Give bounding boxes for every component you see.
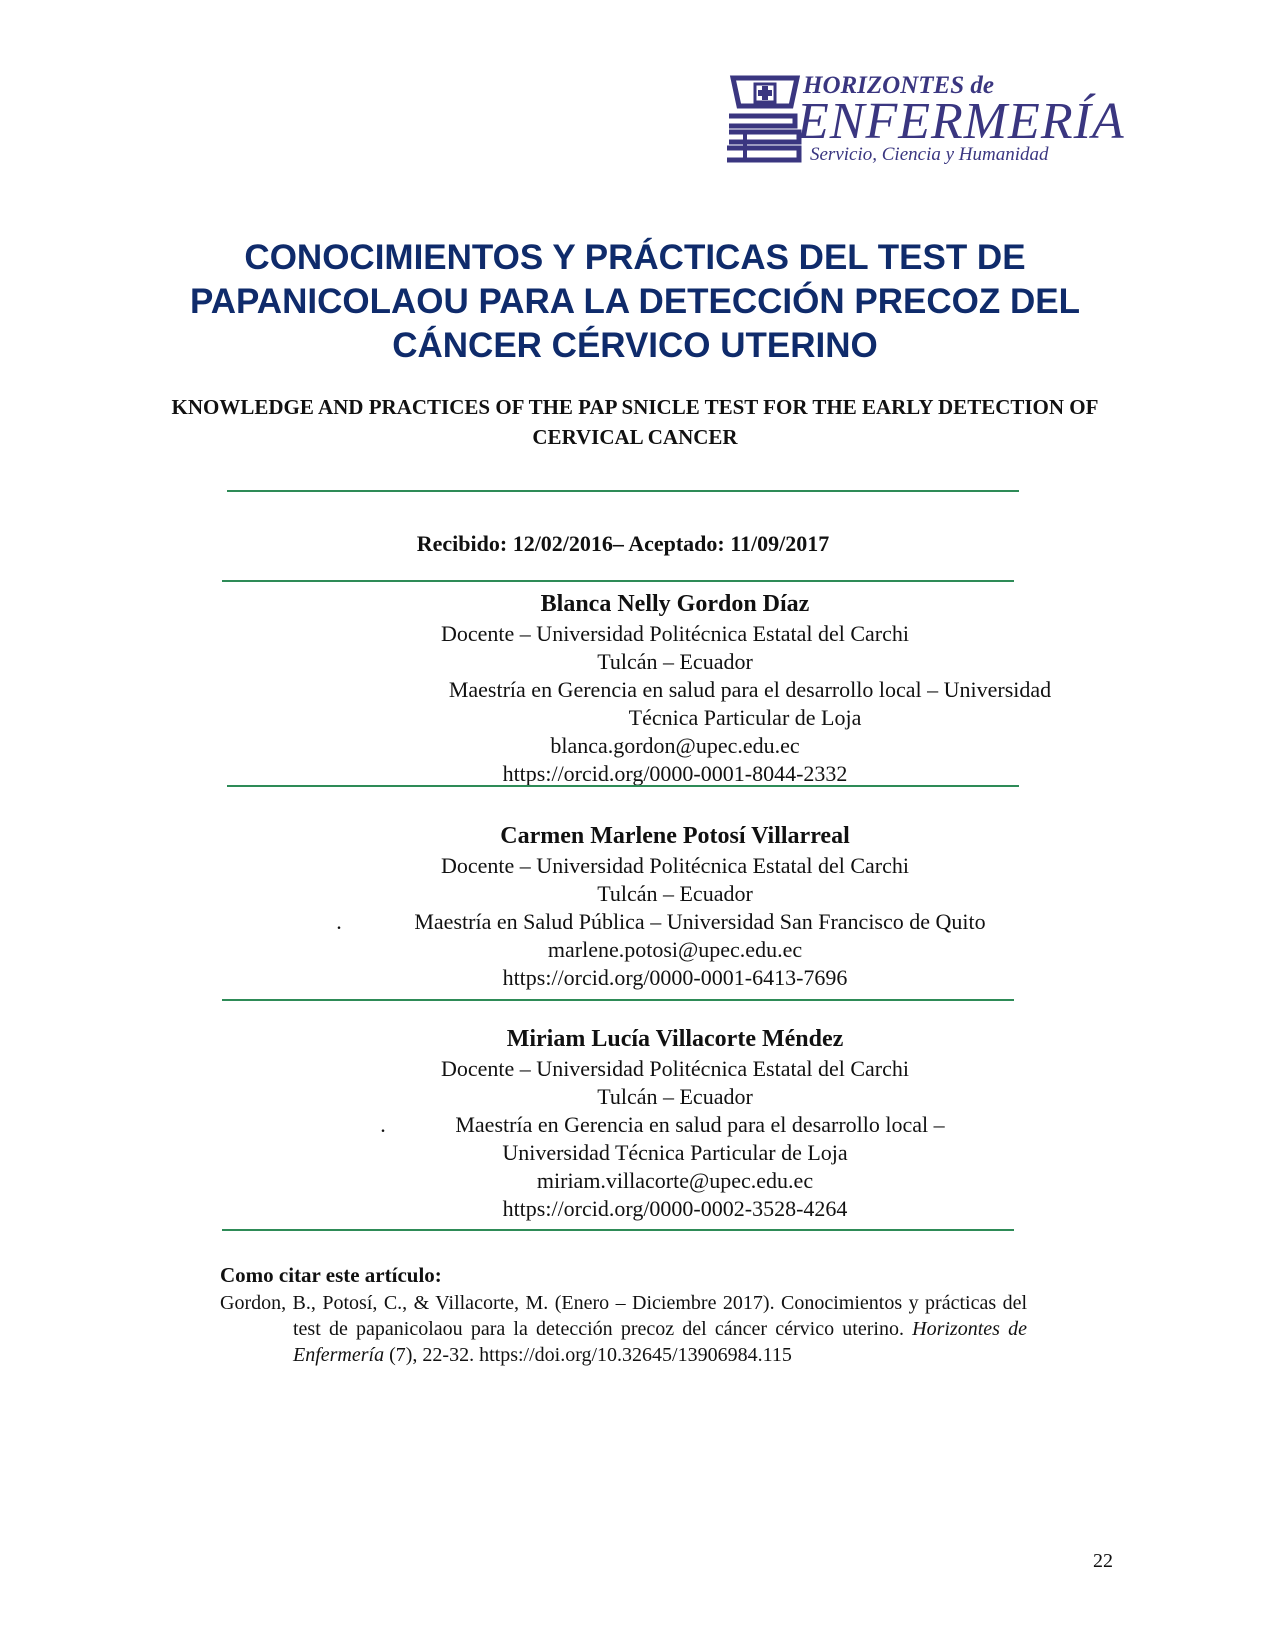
citation-journal: Horizontes de Enfermería [293, 1318, 1027, 1366]
received-accepted-dates: Recibido: 12/02/2016– Aceptado: 11/09/2017 [416, 531, 830, 556]
author-degree-cont: Técnica Particular de Loja [628, 705, 862, 730]
citation-heading: Como citar este artículo: [220, 1263, 442, 1287]
author-email[interactable]: miriam.villacorte@upec.edu.ec [536, 1168, 814, 1193]
author-name: Blanca Nelly Gordon Díaz [540, 591, 810, 617]
author-degree-bullet: . [380, 1112, 386, 1137]
article-title-es: CONOCIMIENTOS Y PRÁCTICAS DEL TEST DE PAPANICOLAOU PARA LA DETECCIÓN PRECOZ DEL CÁNCER CÉRVICO UTERINO [190, 238, 1080, 365]
divider [227, 490, 1019, 492]
citation-text [220, 1290, 1027, 1368]
divider [222, 1229, 1014, 1231]
citation-text-before: Gordon, B., Potosí, C., & Villacorte, M. (Enero – Diciembre 2017). Conocimientos y prácticas del test de papanicolaou para la detección precoz del cáncer cérvico uterino. [220, 1292, 1027, 1340]
author-degree: Maestría en Gerencia en salud para el desarrollo local – Universidad [448, 677, 1052, 702]
author-orcid[interactable]: https://orcid.org/0000-0001-8044-2332 [502, 761, 848, 786]
author-name: Carmen Marlene Potosí Villarreal [500, 823, 850, 849]
author-degree-bullet: . [336, 909, 342, 934]
divider [222, 999, 1014, 1001]
journal-logo [725, 72, 1125, 172]
author-email[interactable]: blanca.gordon@upec.edu.ec [550, 733, 800, 758]
author-position: Docente – Universidad Politécnica Estatal del Carchi [441, 1056, 909, 1081]
author-name: Miriam Lucía Villacorte Méndez [506, 1026, 844, 1052]
article-title-en: KNOWLEDGE AND PRACTICES OF THE PAP SNICLE TEST FOR THE EARLY DETECTION OF CERVICAL CANCER [171, 395, 1099, 449]
citation-text-after: (7), 22-32. https://doi.org/10.32645/13906984.115 [384, 1344, 792, 1366]
author-location: Tulcán – Ecuador [597, 1084, 753, 1109]
author-position: Docente – Universidad Politécnica Estatal del Carchi [441, 621, 909, 646]
divider [222, 580, 1014, 582]
author-degree: Maestría en Gerencia en salud para el desarrollo local – [455, 1112, 945, 1137]
author-email[interactable]: marlene.potosi@upec.edu.ec [547, 937, 803, 962]
author-orcid[interactable]: https://orcid.org/0000-0001-6413-7696 [502, 965, 848, 990]
journal-name-top: HORIZONTES de [803, 72, 994, 99]
author-orcid[interactable]: https://orcid.org/0000-0002-3528-4264 [502, 1196, 848, 1221]
journal-name-main: ENFERMERÍA [797, 93, 1125, 150]
journal-tagline: Servicio, Ciencia y Humanidad [810, 144, 1049, 165]
page-number: 22 [1093, 1550, 1113, 1572]
author-location: Tulcán – Ecuador [597, 881, 753, 906]
author-degree: Maestría en Salud Pública – Universidad San Francisco de Quito [414, 909, 986, 934]
author-degree-cont: Universidad Técnica Particular de Loja [502, 1140, 848, 1165]
author-location: Tulcán – Ecuador [597, 649, 753, 674]
divider [227, 785, 1019, 787]
nurse-book-icon [725, 72, 805, 168]
author-position: Docente – Universidad Politécnica Estatal del Carchi [441, 853, 909, 878]
